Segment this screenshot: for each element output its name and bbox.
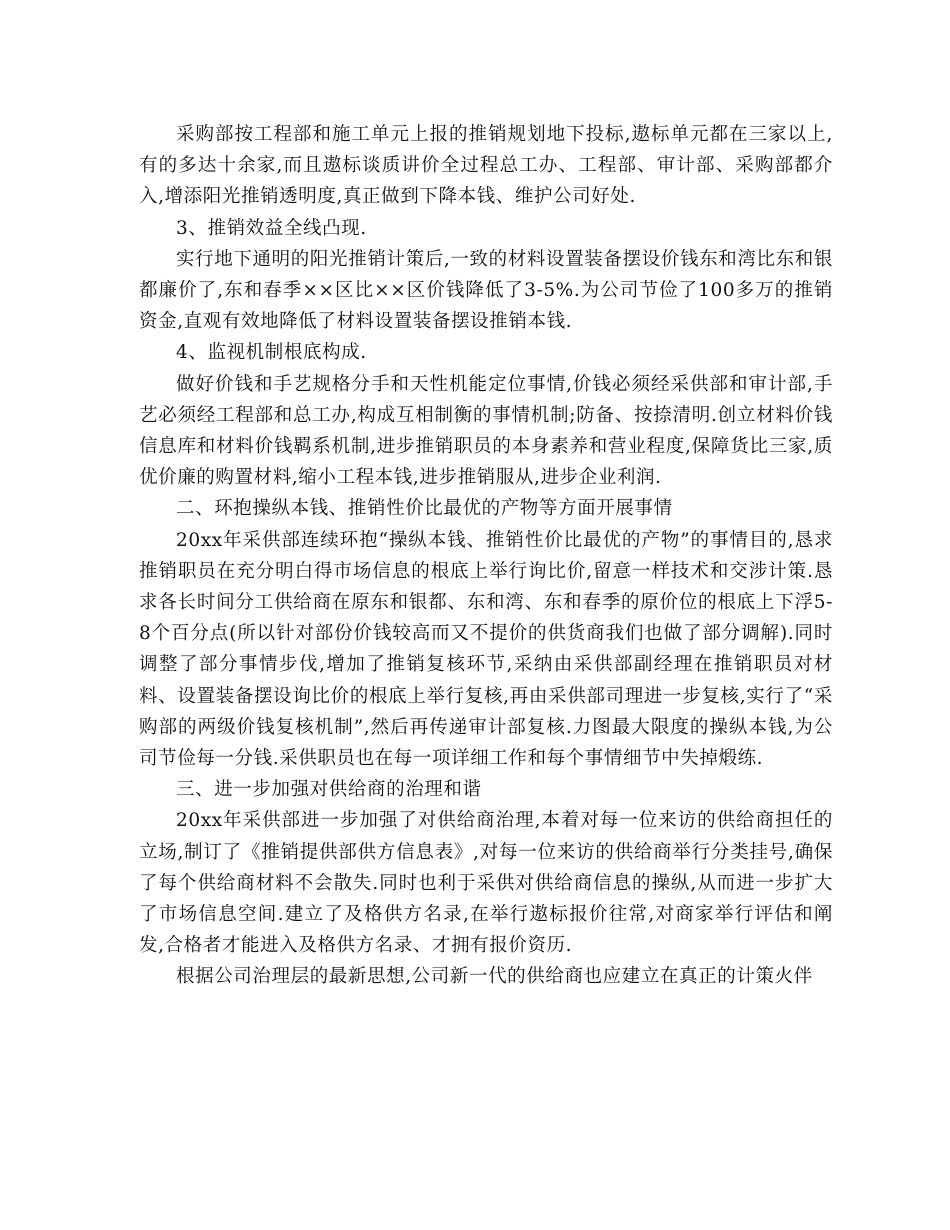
paragraph-supplier-partnership: 根据公司治理层的最新思想,公司新一代的供给商也应建立在真正的计策火伴	[176, 966, 813, 988]
paragraph-price-reduction: 实行地下通明的阳光推销计策后,一致的材料设置装备摆设价钱东和湾比东和银都廉价了,东和春季××区比××区价钱降低了3-5%.为公司节俭了100多万的推销资金,直观有效地降低了材料设置装备摆设推销本钱.	[139, 248, 833, 333]
paragraph-price-control-mechanism: 做好价钱和手艺规格分手和天性机能定位事情,价钱必须经采供部和审计部,手艺必须经工程部和总工办,构成互相制衡的事情机制;防备、按捺清明.创立材料价钱信息库和材料价钱羁系机制,进步推销职员的本身素养和营业程度,保障货比三家,质优价廉的购置材料,缩小工程本钱,进步推销服从,进步企业利润.	[139, 373, 833, 489]
paragraph-cost-control: 20xx年采供部连续环抱“操纵本钱、推销性价比最优的产物”的事情目的,恳求推销职员在充分明白得市场信息的根底上举行询比价,留意一样技术和交涉计策.恳求各长时间分工供给商在原东和银都、东和湾、东和春季的原价位的根底上下浮5-8个百分点(所以针对部份价钱较高而又不提价的供货商我们也做了部分调解).同时调整了部分事情步伐,增加了推销复核环节,采纳由采供部副经理在推销职员对材料、设置装备摆设询比价的根底上举行复核,再由采供部司理进一步复核,实行了“采购部的两级价钱复核机制”,然后再传递审计部复核.力图最大限度的操纵本钱,为公司节俭每一分钱.采供职员也在每一项详细工作和每个事情细节中失掉煅练.	[139, 529, 833, 770]
heading-section-three: 三、进一步加强对供给商的治理和谐	[176, 779, 482, 801]
heading-benefits: 3、推销效益全线凸现.	[176, 217, 367, 239]
paragraph-supplier-management: 20xx年采供部进一步加强了对供给商治理,本着对每一位来访的供给商担任的立场,制订了《推销提供部供方信息表》,对每一位来访的供给商举行分类挂号,确保了每个供给商材料不会散失.同时也利于采供对供给商信息的操纵,从而进一步扩大了市场信息空间.建立了及格供方名录,在举行遨标报价往常,对商家举行评估和阐发,合格者才能进入及格供方名录、才拥有报价资历.	[139, 810, 833, 957]
heading-supervision: 4、监视机制根底构成.	[176, 342, 367, 364]
heading-section-two: 二、环抱操纵本钱、推销性价比最优的产物等方面开展事情	[176, 498, 673, 520]
paragraph-procurement-bidding: 采购部按工程部和施工单元上报的推销规划地下投标,遨标单元都在三家以上,有的多达十余家,而且遨标谈质讲价全过程总工办、工程部、审计部、采购部都介入,增添阳光推销透明度,真正做到下降本钱、维护公司好处.	[139, 124, 833, 208]
